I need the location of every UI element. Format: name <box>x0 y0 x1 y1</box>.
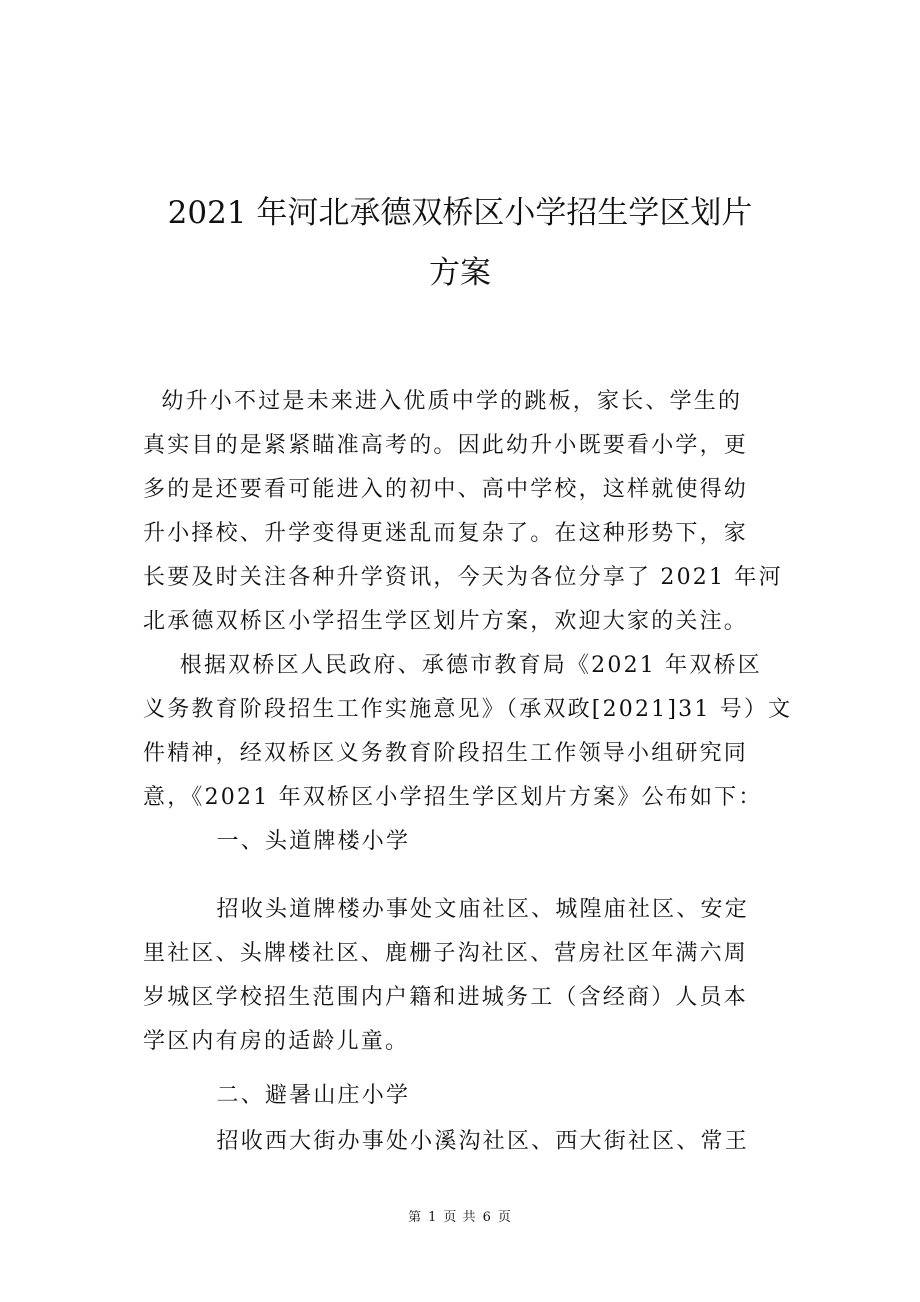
text-line: 学区内有房的适龄儿童。 <box>143 1029 410 1054</box>
text-line: 件精神，经双桥区义务教育阶段招生工作领导小组研究同 <box>143 741 749 766</box>
footer-suffix: 页 <box>497 1210 512 1225</box>
text-line: 里社区、头牌楼社区、鹿栅子沟社区、营房社区年满六周 <box>143 941 749 966</box>
text-line: 招收西大街办事处小溪沟社区、西大街社区、常王 <box>143 1129 749 1154</box>
title-line: 方案 <box>429 255 491 291</box>
text-line: 升小择校、升学变得更迷乱而复杂了。在这种形势下，家 <box>143 521 749 546</box>
text-line: 义务教育阶段招生工作实施意见》（承双政[2021]31 号）文 <box>143 697 793 722</box>
text-line: 意，《2021 年双桥区小学招生学区划片方案》公布如下： <box>143 785 763 810</box>
title-line: 2021 年河北承德双桥区小学招生学区划片 <box>167 195 753 231</box>
text-line: 多的是还要看可能进入的初中、高中学校，这样就使得幼 <box>143 477 749 502</box>
section-heading-2 <box>143 1074 783 1118</box>
footer-total-pages: 6 <box>482 1210 492 1225</box>
text-line: 岁城区学校招生范围内户籍和进城务工（含经商）人员本 <box>143 985 749 1010</box>
section-1-paragraph <box>143 888 783 1064</box>
text-line: 长要及时关注各种升学资讯，今天为各位分享了 2021 年河 <box>143 565 783 590</box>
page-footer <box>0 1206 920 1225</box>
text-line: 二、避暑山庄小学 <box>143 1083 411 1108</box>
text-line: 根据双桥区人民政府、承德市教育局《2021 年双桥区 <box>143 653 762 678</box>
text-line: 北承德双桥区小学招生学区划片方案，欢迎大家的关注。 <box>143 609 749 634</box>
section-heading-1 <box>143 820 783 864</box>
text-line: 招收头道牌楼办事处文庙社区、城隍庙社区、安定 <box>143 897 749 922</box>
document-title <box>140 183 780 303</box>
basis-paragraph <box>143 644 793 820</box>
footer-page-number: 1 <box>428 1210 438 1225</box>
text-line: 幼升小不过是未来进入优质中学的跳板，家长、学生的 <box>143 389 743 414</box>
footer-prefix: 第 <box>408 1210 423 1225</box>
text-line: 真实目的是紧紧瞄准高考的。因此幼升小既要看小学，更 <box>143 433 749 458</box>
footer-middle: 页 共 <box>443 1210 477 1225</box>
text-line: 一、头道牌楼小学 <box>143 829 411 854</box>
intro-paragraph <box>143 380 783 644</box>
section-2-paragraph <box>143 1120 783 1164</box>
